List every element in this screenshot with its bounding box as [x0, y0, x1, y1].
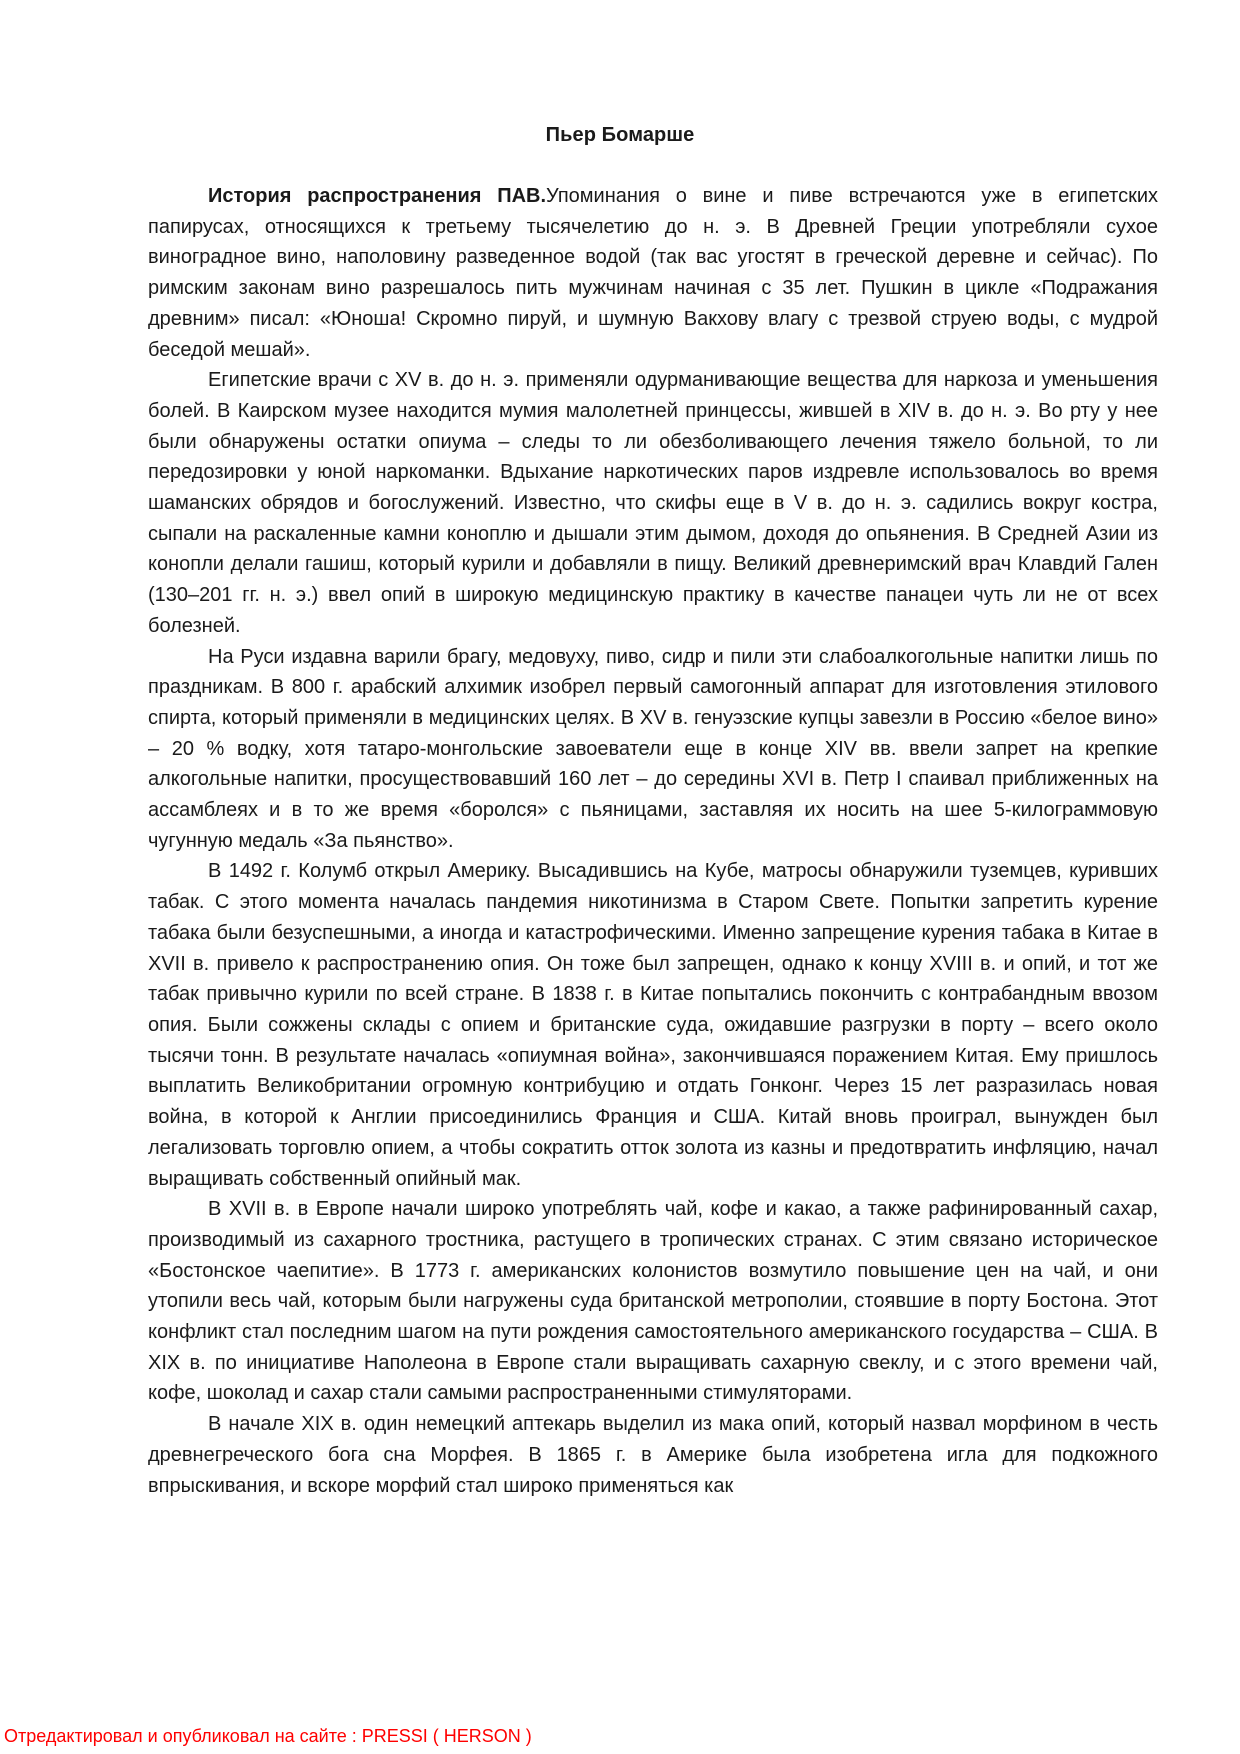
document-title: Пьер Бомарше — [545, 124, 695, 146]
paragraph-2: Египетские врачи с XV в. до н. э. применяли одурманивающие вещества для наркоза и уменьшения болей. В Каирском музее находится мумия малолетней принцессы, жившей в XIV в. до н. э. Во рту у нее были обнаружены остатки опиума – следы то ли обезболивающего лечения тяжело больной, то ли передозировки у юной наркоманки. Вдыхание наркотических паров издревле использовалось во время шаманских обрядов и богослужений. Известно, что скифы еще в V в. до н. э. садились вокруг костра, сыпали на раскаленные камни коноплю и дышали этим дымом, доходя до опьянения. В Средней Азии из конопли делали гашиш, который курили и добавляли в пищу. Великий древнеримский врач Клавдий Гален (130–201 гг. н. э.) ввел опий в широкую медицинскую практику в качестве панацеи чуть ли не от всех болезней. — [148, 369, 1158, 637]
document-body — [148, 181, 1158, 1501]
paragraph-1 — [148, 181, 1158, 365]
paragraph-4: В 1492 г. Колумб открыл Америку. Высадившись на Кубе, матросы обнаружили туземцев, куривших табак. С этого момента началась пандемия никотинизма в Старом Свете. Попытки запретить курение табака были безуспешными, а иногда и катастрофическими. Именно запрещение курения табака в Китае в XVII в. привело к распространению опия. Он тоже был запрещен, однако к концу XVIII в. и опий, и тот же табак привычно курили по всей стране. В 1838 г. в Китае попытались покончить с контрабандным ввозом опия. Были сожжены склады с опием и британские суда, ожидавшие разгрузки в порту – всего около тысячи тонн. В результате началась «опиумная война», закончившаяся поражением Китая. Ему пришлось выплатить Великобритании огромную контрибуцию и отдать Гонконг. Через 15 лет разразилась новая война, в которой к Англии присоединились Франция и США. Китай вновь проиграл, вынужден был легализовать торговлю опием, а чтобы сократить отток золота из казны и предотвратить инфляцию, начал выращивать собственный опийный мак. — [148, 860, 1158, 1190]
paragraph-6: В начале XIX в. один немецкий аптекарь выделил из мака опий, который назвал морфином в честь древнегреческого бога сна Морфея. В 1865 г. в Америке была изобретена игла для подкожного впрыскивания, и вскоре морфий стал широко применяться как — [148, 1413, 1158, 1497]
paragraph-1-text: Упоминания о вине и пиве встречаются уже в египетских папирусах, относящихся к третьему тысячелетию до н. э. В Древней Греции употребляли сухое виноградное вино, наполовину разведенное водой (так вас угостят в греческой деревне и сейчас). По римским законам вино разрешалось пить мужчинам начиная с 35 лет. Пушкин в цикле «Подражания древним» писал: «Юноша! Скромно пируй, и шумную Вакхову влагу с трезвой струею воды, с мудрой беседой мешай». — [148, 185, 1158, 361]
paragraph-3: На Руси издавна варили брагу, медовуху, пиво, сидр и пили эти слабоалкогольные напитки лишь по праздникам. В 800 г. арабский алхимик изобрел первый самогонный аппарат для изготовления этилового спирта, который применяли в медицинских целях. В XV в. генуэзские купцы завезли в Россию «белое вино» – 20 % водку, хотя татаро-монгольские завоеватели еще в конце XIV вв. ввели запрет на крепкие алкогольные напитки, просуществовавший 160 лет – до середины XVI в. Петр I спаивал приближенных на ассамблеях и в то же время «боролся» с пьяницами, заставляя их носить на шее 5-килограммовую чугунную медаль «За пьянство». — [148, 645, 1158, 852]
footer-credit: Отредактировал и опубликовал на сайте : PRESSI ( HERSON ) — [4, 1726, 532, 1746]
paragraph-5: В XVII в. в Европе начали широко употреблять чай, кофе и какао, а также рафинированный сахар, производимый из сахарного тростника, растущего в тропических странах. С этим связано историческое «Бостонское чаепитие». В 1773 г. американских колонистов возмутило повышение цен на чай, и они утопили весь чай, которым были нагружены суда британской метрополии, стоявшие в порту Бостона. Этот конфликт стал последним шагом на пути рождения самостоятельного американского государства – США. В XIX в. по инициативе Наполеона в Европе стали выращивать сахарную свеклу, и с этого времени чай, кофе, шоколад и сахар стали самыми распространенными стимуляторами. — [148, 1198, 1158, 1405]
section-heading: История распространения ПАВ. — [208, 185, 547, 207]
